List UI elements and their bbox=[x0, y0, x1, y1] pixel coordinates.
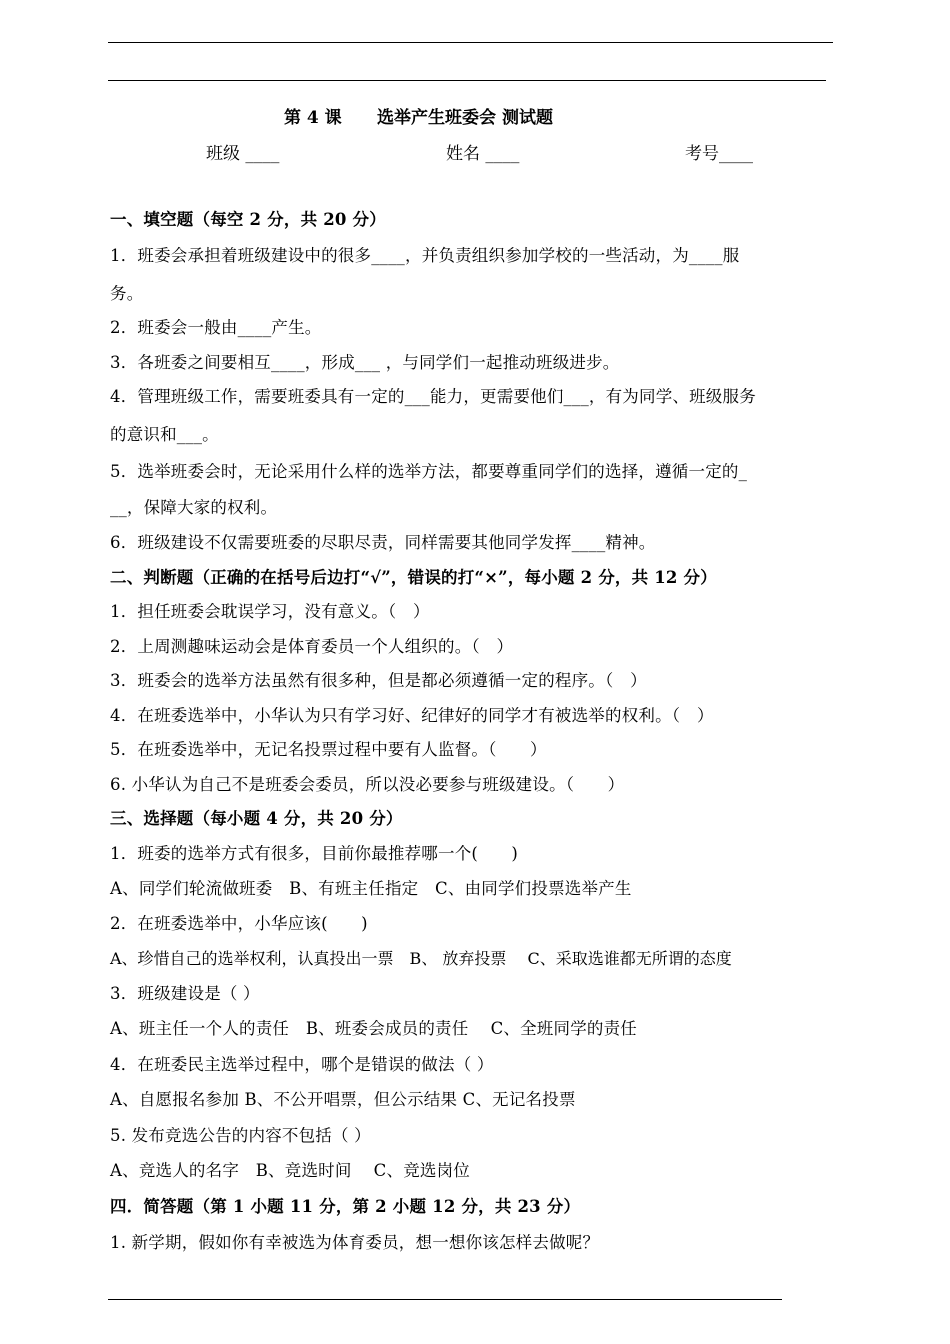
section3-line: A、自愿报名参加 B、不公开唱票，但公示结果 C、无记名投票 bbox=[110, 1090, 576, 1109]
title-lesson: 第 4 课 bbox=[284, 108, 342, 128]
exam-number-field: 考号____ bbox=[685, 144, 753, 164]
section3-line: A、班主任一个人的责任 B、班委会成员的责任 C、全班同学的责任 bbox=[110, 1019, 638, 1038]
section1-line: 3．各班委之间要相互____，形成___ ，与同学们一起推动班级进步。 bbox=[110, 353, 620, 372]
footer-rule bbox=[108, 1299, 782, 1300]
section1-line: 6．班级建设不仅需要班委的尽职尽责，同样需要其他同学发挥____精神。 bbox=[110, 533, 656, 552]
section3-line: 2．在班委选举中，小华应该( ) bbox=[110, 914, 368, 933]
section3-line: 5. 发布竞选公告的内容不包括（ ） bbox=[110, 1126, 371, 1145]
section2-line: 5．在班委选举中，无记名投票过程中要有人监督。（ ） bbox=[110, 740, 547, 759]
section1-line: 1．班委会承担着班级建设中的很多____，并负责组织参加学校的一些活动，为____服 bbox=[110, 246, 740, 265]
section3-line: A、同学们轮流做班委 B、有班主任指定 C、由同学们投票选举产生 bbox=[110, 879, 632, 898]
section2-line: 3．班委会的选举方法虽然有很多种，但是都必须遵循一定的程序。（ ） bbox=[110, 671, 647, 690]
section4-heading: 四．简答题（第 1 小题 11 分，第 2 小题 12 分，共 23 分） bbox=[110, 1197, 581, 1216]
title-suffix: 测试题 bbox=[502, 108, 553, 128]
section1-line: 2．班委会一般由____产生。 bbox=[110, 318, 322, 337]
section2-line: 1．担任班委会耽误学习，没有意义。（ ） bbox=[110, 602, 430, 621]
title-topic: 选举产生班委会 bbox=[377, 108, 496, 128]
section1-line: 5．选举班委会时，无论采用什么样的选举方法，都要尊重同学们的选择，遵循一定的_ bbox=[110, 462, 748, 481]
section2-line: 2．上周测趣味运动会是体育委员一个人组织的。（ ） bbox=[110, 637, 514, 656]
section1-line: 务。 bbox=[110, 284, 144, 303]
section2-line: 4．在班委选举中，小华认为只有学习好、纪律好的同学才有被选举的权利。（ ） bbox=[110, 706, 714, 725]
header-rule-top bbox=[108, 42, 833, 43]
section3-line: 1．班委的选举方式有很多，目前你最推荐哪一个( ) bbox=[110, 844, 519, 863]
section1-line: __，保障大家的权利。 bbox=[110, 498, 278, 517]
section2-heading: 二、判断题（正确的在括号后边打“√”，错误的打“×”，每小题 2 分，共 12 分） bbox=[110, 568, 717, 587]
section1-line: 4．管理班级工作，需要班委具有一定的___能力，更需要他们___，有为同学、班级服务 bbox=[110, 387, 756, 406]
header-rule-second bbox=[108, 80, 826, 81]
section3-heading: 三、选择题（每小题 4 分，共 20 分） bbox=[110, 809, 403, 828]
section2-line: 6. 小华认为自己不是班委会委员，所以没必要参与班级建设。（ ） bbox=[110, 775, 625, 794]
section4-line: 1. 新学期，假如你有幸被选为体育委员，想一想你该怎样去做呢？ bbox=[110, 1233, 600, 1252]
class-field: 班级 ____ bbox=[206, 144, 280, 164]
name-field: 姓名 ____ bbox=[446, 144, 520, 164]
section3-line: 4．在班委民主选举过程中，哪个是错误的做法（ ） bbox=[110, 1055, 494, 1074]
section1-line: 的意识和___。 bbox=[110, 425, 219, 444]
section1-heading: 一、填空题（每空 2 分，共 20 分） bbox=[110, 210, 386, 229]
section3-line: A、竞选人的名字 B、竞选时间 C、竞选岗位 bbox=[110, 1161, 471, 1180]
section3-line: 3．班级建设是（ ） bbox=[110, 984, 260, 1003]
section3-line: A、珍惜自己的选举权利，认真投出一票 B、 放弃投票 C、采取选谁都无所谓的态度 bbox=[110, 949, 732, 968]
